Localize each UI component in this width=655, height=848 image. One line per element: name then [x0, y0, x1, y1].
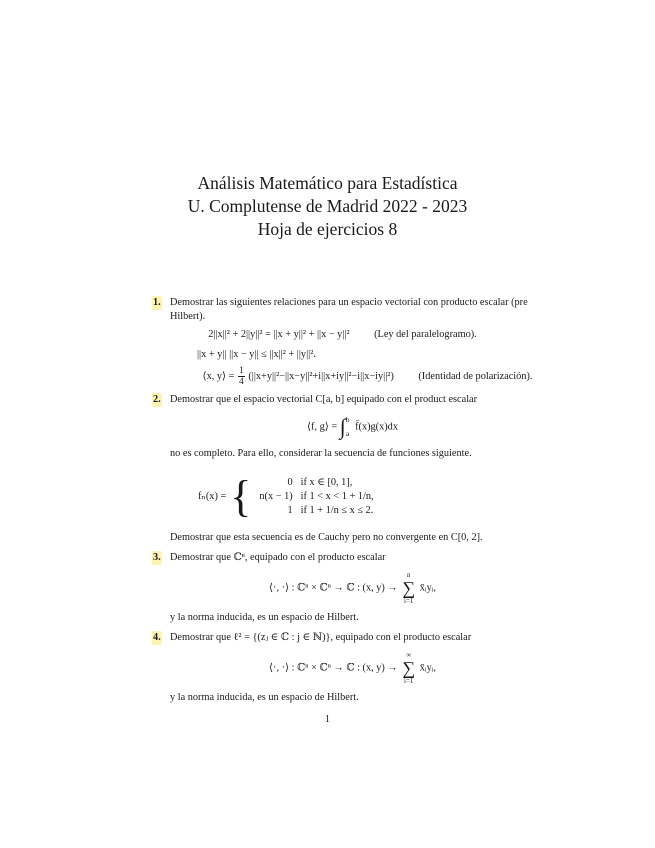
equation-polarization [110, 366, 625, 387]
exercise-4 [0, 631, 655, 705]
university-line: U. Complutense de Madrid 2022 - 2023 [187, 196, 468, 216]
equation-scalar-product [160, 571, 545, 605]
equation-rhs: (||x+y||²−||x−y||²+i||x+iy||²−i||x−iy||²) [248, 370, 394, 382]
integral-lower-limit: a [345, 429, 350, 438]
exercise-number: 4. [153, 632, 161, 643]
sum-icon: ∑ [402, 578, 416, 598]
exercise-statement-cont: Demostrar que esta secuencia es de Cauchy pero no convergente en C[0, 2]. [170, 532, 483, 543]
equation-tag: (Identidad de polarización). [418, 370, 533, 382]
page-number: 1 [324, 714, 331, 725]
sum-upper-limit: n [406, 571, 411, 579]
equation-tag: (Ley del paralelogramo). [374, 329, 477, 340]
course-title: Análisis Matemático para Estadística [197, 173, 458, 193]
equation-scalar-product [160, 651, 545, 685]
case-value: n(x − 1) [259, 491, 293, 502]
sum-lower-limit: i=1 [404, 597, 414, 605]
exercise-list [0, 296, 655, 705]
exercise-3 [0, 551, 655, 625]
equation-parallelogram [140, 328, 545, 342]
exercise-number: 1. [153, 297, 161, 308]
equation-inequality: ||x + y|| ||x − y|| ≤ ||x||² + ||y||². [197, 349, 316, 360]
summation [402, 571, 415, 605]
equation-rhs: x̄ᵢyᵢ, [419, 662, 436, 674]
case-value: 1 [287, 505, 293, 516]
case-condition: if 1 < x < 1 + 1/n, [300, 491, 374, 502]
exercise-number: 3. [153, 552, 161, 563]
exercise-statement: Demostrar que ℓ² = {(zⱼ ∈ ℂ : j ∈ ℕ)}, equipado con el producto escalar [170, 632, 472, 643]
exercise-number: 2. [153, 394, 161, 405]
exercise-statement-cont: y la norma inducida, es un espacio de Hilbert. [170, 612, 359, 623]
exercise-statement: Demostrar que ℂⁿ, equipado con el producto escalar [170, 552, 386, 563]
sum-upper-limit: ∞ [406, 651, 412, 659]
exercise-statement-cont: no es completo. Para ello, considerar la secuencia de funciones siguiente. [170, 448, 472, 459]
equation-lhs: ⟨f, g⟩ = [307, 421, 338, 433]
exercise-statement-cont: y la norma inducida, es un espacio de Hilbert. [170, 692, 359, 703]
case-value: 0 [287, 477, 293, 488]
exercise-1 [0, 296, 655, 387]
integrand: f̄(x)g(x)dx [355, 421, 398, 433]
sum-icon: ∑ [402, 658, 416, 678]
piecewise-function [198, 472, 378, 521]
equation-text: 2||x||² + 2||y||² = ||x + y||² + ||x − y||² [208, 329, 350, 340]
integral-icon: ∫ [339, 414, 346, 439]
case-condition: if 1 + 1/n ≤ x ≤ 2. [300, 505, 374, 516]
exercise-statement: Demostrar que el espacio vectorial C[a, b] equipado con el product escalar [170, 394, 478, 405]
cases-table [255, 476, 377, 518]
case-condition: if x ∈ [0, 1], [300, 477, 353, 488]
sum-lower-limit: i=1 [404, 677, 414, 685]
case-row [255, 490, 377, 504]
equation-lhs: ⟨·, ·⟩ : ℂⁿ × ℂⁿ → ℂ : (x, y) → [269, 662, 398, 674]
case-row [255, 504, 377, 518]
sheet-title: Hoja de ejercicios 8 [257, 219, 398, 239]
integral-upper-limit: b [345, 415, 350, 424]
case-row [255, 476, 377, 490]
fraction-numerator: 1 [239, 366, 244, 376]
equation-lhs: ⟨x, y⟩ = [202, 370, 235, 382]
exercise-2 [0, 393, 655, 545]
exercise-statement: Demostrar las siguientes relaciones para un espacio vectorial con producto escalar (pre Hilbert). [170, 297, 528, 322]
equation-lhs: ⟨·, ·⟩ : ℂⁿ × ℂⁿ → ℂ : (x, y) → [269, 582, 398, 594]
document-header [0, 172, 655, 241]
left-brace-icon: { [230, 472, 252, 521]
fraction [238, 366, 245, 387]
function-name: fₙ(x) = [198, 491, 227, 502]
fraction-denominator: 4 [239, 377, 244, 387]
integral-limits [346, 413, 350, 441]
equation-rhs: x̄ᵢyᵢ, [419, 582, 436, 594]
summation [402, 651, 415, 685]
equation-inner-product-integral [160, 413, 545, 441]
